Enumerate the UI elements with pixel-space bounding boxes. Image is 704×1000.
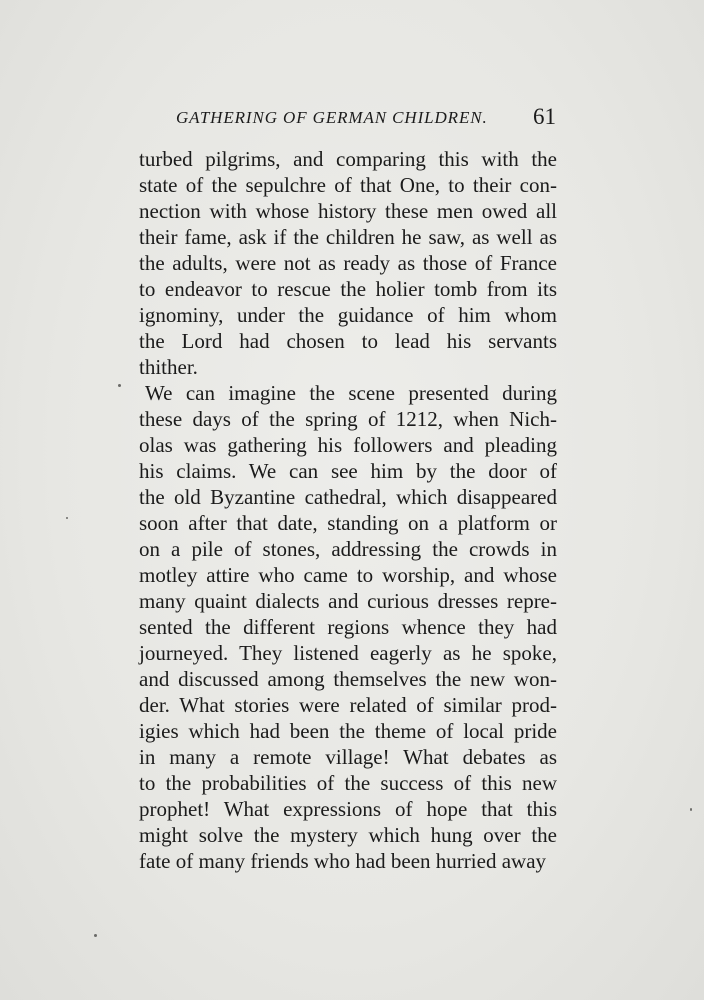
text-line: on a pile of stones, addressing the crowds in — [139, 537, 557, 561]
paragraph-first-line: We can imagine the scene presented during — [145, 381, 557, 405]
text-line: and discussed among themselves the new won- — [139, 667, 557, 691]
text-line: might solve the mystery which hung over the — [139, 823, 557, 847]
text-line: soon after that date, standing on a platform or — [139, 511, 557, 535]
text-line: turbed pilgrims, and comparing this with the — [139, 147, 557, 171]
text-line: motley attire who came to worship, and whose — [139, 563, 557, 587]
text-line: to endeavor to rescue the holier tomb from its — [139, 277, 557, 301]
text-line: state of the sepulchre of that One, to their con- — [139, 173, 557, 197]
text-line: igies which had been the theme of local pride — [139, 719, 557, 743]
text-line: der. What stories were related of similar prod- — [139, 693, 557, 717]
page-number: 61 — [533, 104, 556, 129]
text-line: fate of many friends who had been hurried away — [139, 849, 547, 873]
text-line: the adults, were not as ready as those of France — [139, 251, 557, 275]
text-line: their fame, ask if the children he saw, as well as — [139, 225, 557, 249]
text-line: the old Byzantine cathedral, which disappeared — [139, 485, 557, 509]
text-line: many quaint dialects and curious dresses repre- — [139, 589, 557, 613]
text-line: prophet! What expressions of hope that this — [139, 797, 557, 821]
text-line: in many a remote village! What debates as — [139, 745, 557, 769]
paper-speck — [66, 517, 68, 519]
text-line: nection with whose history these men owed all — [139, 199, 557, 223]
text-line: olas was gathering his followers and pleading — [139, 433, 557, 457]
text-line: thither. — [139, 355, 198, 379]
text-line: sented the different regions whence they had — [139, 615, 557, 639]
text-line: the Lord had chosen to lead his servants — [139, 329, 557, 353]
text-line: ignominy, under the guidance of him whom — [139, 303, 557, 327]
running-title: GATHERING OF GERMAN CHILDREN. — [176, 108, 488, 127]
paper-speck — [690, 808, 692, 811]
body-text — [139, 146, 557, 874]
text-line: to the probabilities of the success of this new — [139, 771, 557, 795]
running-head — [172, 104, 562, 134]
text-line: journeyed. They listened eagerly as he spoke, — [139, 641, 557, 665]
text-line: his claims. We can see him by the door of — [139, 459, 557, 483]
text-line: these days of the spring of 1212, when Nich- — [139, 407, 557, 431]
paper-speck — [118, 384, 121, 387]
paper-speck — [94, 934, 97, 937]
